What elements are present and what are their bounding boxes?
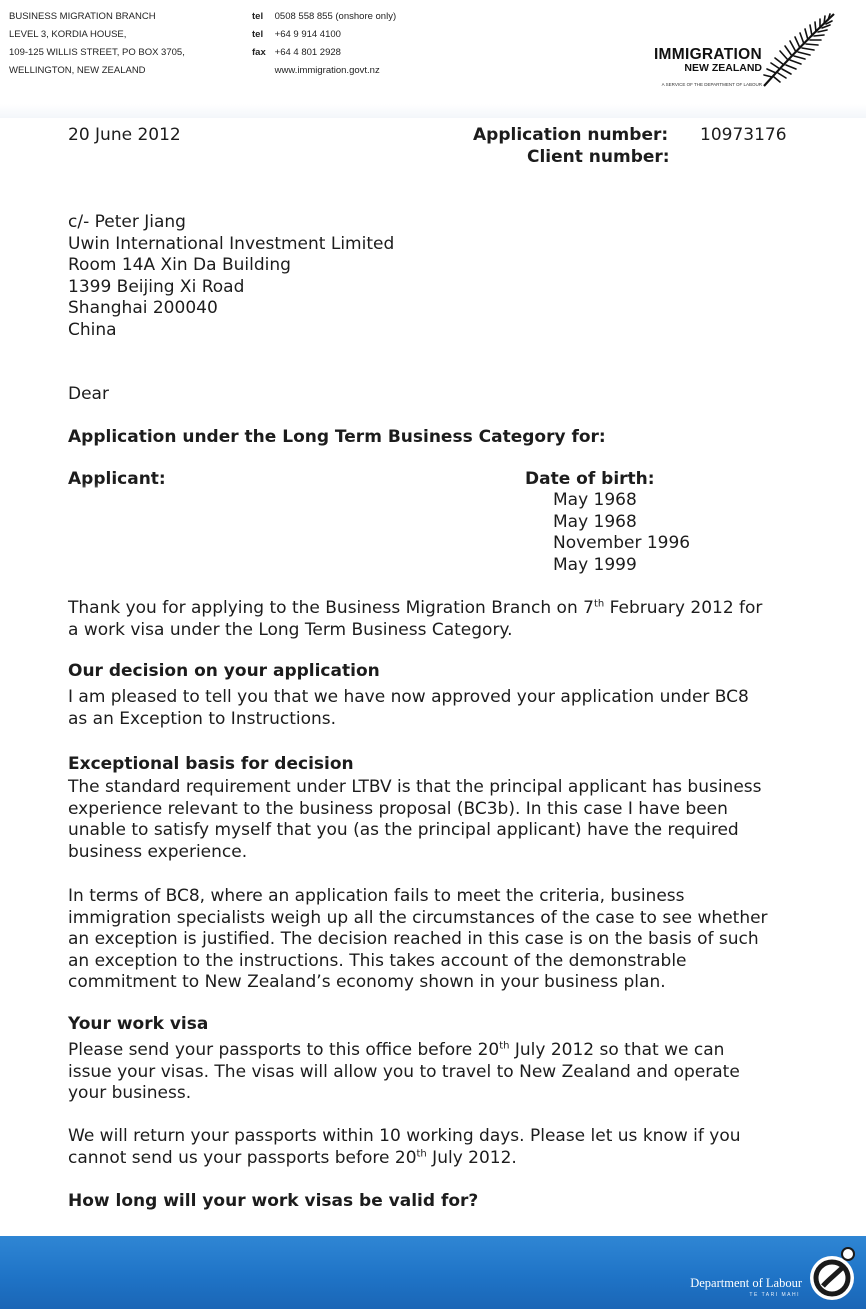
dob-item: May 1999 xyxy=(553,554,637,575)
intro-paragraph: Thank you for applying to the Business Migration Branch on 7th February 2012 for a work visa under the Long Term Business Category. xyxy=(68,598,763,640)
address-line: China xyxy=(68,319,117,340)
dob-item: May 1968 xyxy=(553,511,637,532)
decision-heading: Our decision on your application xyxy=(68,661,380,681)
applicant-label: Applicant: xyxy=(68,469,166,489)
redacted-dob-days xyxy=(520,492,546,574)
work-visa-paragraph-1: Please send your passports to this office before 20th July 2012 so that we can issue your visas. The visas will allow you to travel to New Zealand and operate your business. xyxy=(68,1040,740,1103)
address-line: Room 14A Xin Da Building xyxy=(68,255,291,275)
logo-main-text: IMMIGRATION xyxy=(653,46,762,63)
work-visa-heading: Your work visa xyxy=(68,1014,209,1034)
address-line: Shanghai 200040 xyxy=(68,298,218,318)
application-number-label: Application number: xyxy=(473,125,669,145)
address-line: 109-125 WILLIS STREET, PO BOX 3705, xyxy=(9,47,185,58)
address-line: 1399 Beijing Xi Road xyxy=(68,276,245,297)
validity-heading: How long will your work visas be valid for? xyxy=(68,1191,479,1211)
application-number-value: 10973176 xyxy=(700,125,787,145)
logo-tagline: A SERVICE OF THE DEPARTMENT OF LABOUR xyxy=(661,82,762,87)
header-divider xyxy=(0,104,866,118)
logo-sub-text: NEW ZEALAND xyxy=(684,62,762,74)
department-of-labour-logo-icon xyxy=(806,1244,858,1304)
silver-fern-icon xyxy=(758,10,840,90)
letter-date: 20 June 2012 xyxy=(68,125,181,145)
redacted-recipient-name xyxy=(62,176,132,196)
dob-list xyxy=(553,490,690,576)
department-maori-name: TE TARI MAHI xyxy=(749,1292,800,1298)
exception-paragraph-2: In terms of BC8, where an application fails to meet the criteria, business immigration specialists weigh up all the circumstances of the case to see whether an exception is justified. The decision reached in this case is on the basis of such an exception to the instructions. This takes account of the demonstrable commitment to New Zealand’s economy shown in your business plan. xyxy=(68,886,768,992)
website-link: www.immigration.govt.nz xyxy=(274,65,380,76)
contact-line: tel 0508 558 855 (onshore only) xyxy=(252,11,397,22)
department-name: Department of Labour xyxy=(690,1276,802,1290)
letterhead-address xyxy=(9,8,185,80)
contact-line: tel +64 9 914 4100 xyxy=(252,29,341,40)
decision-paragraph: I am pleased to tell you that we have now approved your application under BC8 as an Exception to Instructions. xyxy=(68,687,749,729)
dob-item: November 1996 xyxy=(553,533,691,553)
redacted-applicant-names xyxy=(62,492,212,574)
redacted-salutation-name xyxy=(116,386,186,404)
recipient-address xyxy=(68,212,394,341)
subject-line: Application under the Long Term Business Category for: xyxy=(68,427,606,447)
client-number-label: Client number: xyxy=(527,147,670,167)
contact-line: fax +64 4 801 2928 xyxy=(252,47,341,58)
footer-band xyxy=(0,1236,866,1309)
address-line: c/- Peter Jiang xyxy=(68,212,186,232)
salutation: Dear xyxy=(68,384,109,404)
address-line: WELLINGTON, NEW ZEALAND xyxy=(9,65,146,76)
immigration-nz-logo xyxy=(632,10,852,90)
address-line: LEVEL 3, KORDIA HOUSE, xyxy=(9,29,127,40)
dob-label: Date of birth: xyxy=(525,469,655,489)
dob-item: May 1968 xyxy=(553,490,637,510)
exception-heading: Exceptional basis for decision xyxy=(68,754,354,774)
letterhead-contact xyxy=(252,8,396,80)
address-line: Uwin International Investment Limited xyxy=(68,233,395,254)
work-visa-paragraph-2: We will return your passports within 10 working days. Please let us know if you cannot send us your passports before 20th July 2012. xyxy=(68,1126,741,1168)
redacted-client-number xyxy=(690,150,790,170)
address-line: BUSINESS MIGRATION BRANCH xyxy=(9,11,156,22)
exception-paragraph-1: The standard requirement under LTBV is that the principal applicant has business experience relevant to the business proposal (BC3b). In this case I have been unable to satisfy myself that you (as the principal applicant) have the required business experience. xyxy=(68,777,762,862)
